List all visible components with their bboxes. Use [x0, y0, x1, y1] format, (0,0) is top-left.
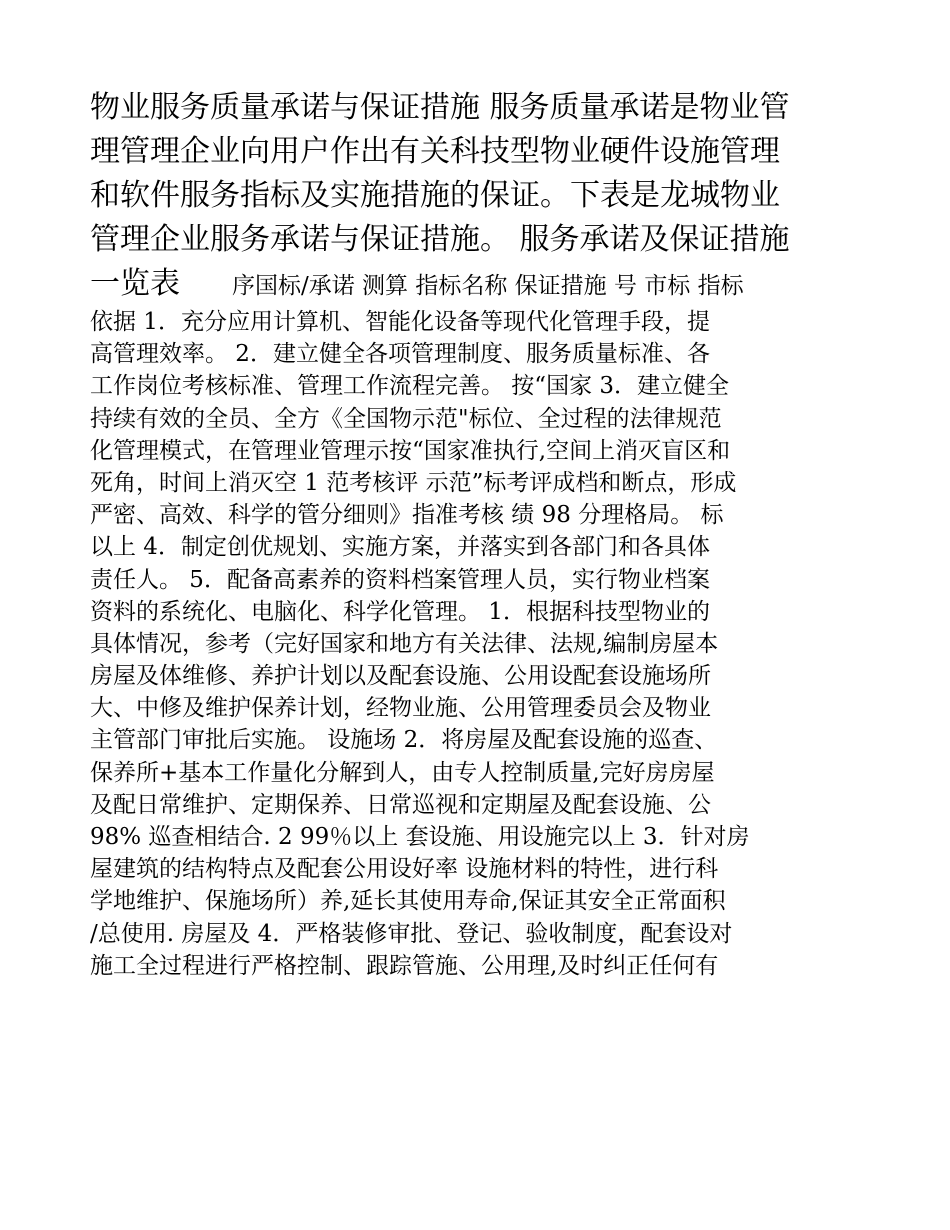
- table-header-fragment: 序国标/承诺 测算 指标名称 保证措施 号 市标 指标: [232, 273, 744, 299]
- text-line: 屋建筑的结构特点及配套公用设好率 设施材料的特性，进行科: [90, 856, 719, 883]
- text-line: 管理企业服务承诺与保证措施。 服务承诺及保证措施: [90, 222, 790, 257]
- text-line: 98% 巡查相结合. 2 99％以上 套设施、用设施完以上 3．针对房: [90, 824, 750, 850]
- text-line: 主管部门审批后实施。 设施场 2．将房屋及配套设施的巡查、: [90, 727, 718, 754]
- text-line: /总使用. 房屋及 4．严格装修审批、登记、验收制度，配套设对: [90, 920, 733, 947]
- body-text: [90, 86, 870, 982]
- text-line: 责任人。 5．配备高素养的资料档案管理人员，实行物业档案: [90, 566, 710, 593]
- text-line: 以上 4．制定创优规划、实施方案，并落实到各部门和各具体: [90, 534, 710, 561]
- text-line: 大、中修及维护保养计划，经物业施、公用管理委员会及物业: [90, 695, 711, 722]
- text-line: 高管理效率。 2．建立健全各项管理制度、服务质量标准、各: [90, 341, 710, 368]
- text-line: 房屋及体维修、养护计划以及配套设施、公用设配套设施场所: [90, 663, 711, 690]
- text-line: 持续有效的全员、全方《全国物示范"标位、全过程的法律规范: [90, 405, 722, 432]
- text-line: 工作岗位考核标准、管理工作流程完善。 按“国家 3．建立健全: [90, 373, 730, 400]
- text-line: 和软件服务指标及实施措施的保证。下表是龙城物业: [90, 178, 780, 213]
- text-line: 资料的系统化、电脑化、科学化管理。 1．根据科技型物业的: [90, 598, 710, 625]
- text-line: 依据 1．充分应用计算机、智能化设备等现代化管理手段，提: [90, 309, 710, 335]
- text-line: 死角，时间上消灭空 1 范考核评 示范”标考评成档和断点，形成: [90, 469, 737, 496]
- text-line: 物业服务质量承诺与保证措施 服务质量承诺是物业管: [90, 90, 790, 125]
- text-line: 保养所+基本工作量化分解到人，由专人控制质量,完好房房屋: [90, 759, 715, 786]
- text-line: 化管理模式，在管理业管理示按“国家准执行,空间上消灭盲区和: [90, 437, 731, 464]
- text-line: 理管理企业向用户作出有关科技型物业硬件设施管理: [90, 134, 780, 169]
- text-line: 及配日常维护、定期保养、日常巡视和定期屋及配套设施、公: [90, 791, 711, 818]
- text-line: 严密、高效、科学的管分细则》指准考核 绩 98 分理格局。 标: [90, 502, 724, 529]
- text-line: 学地维护、保施场所）养,延长其使用寿命,保证其安全正常面积: [90, 888, 726, 915]
- text-line: 施工全过程进行严格控制、跟踪管施、公用理,及时纠正任何有: [90, 952, 719, 979]
- mixed-text-line: [90, 262, 870, 306]
- table-title-fragment: 一览表: [90, 266, 180, 301]
- text-line: 具体情况，参考（完好国家和地方有关法律、法规,编制房屋本: [90, 630, 719, 657]
